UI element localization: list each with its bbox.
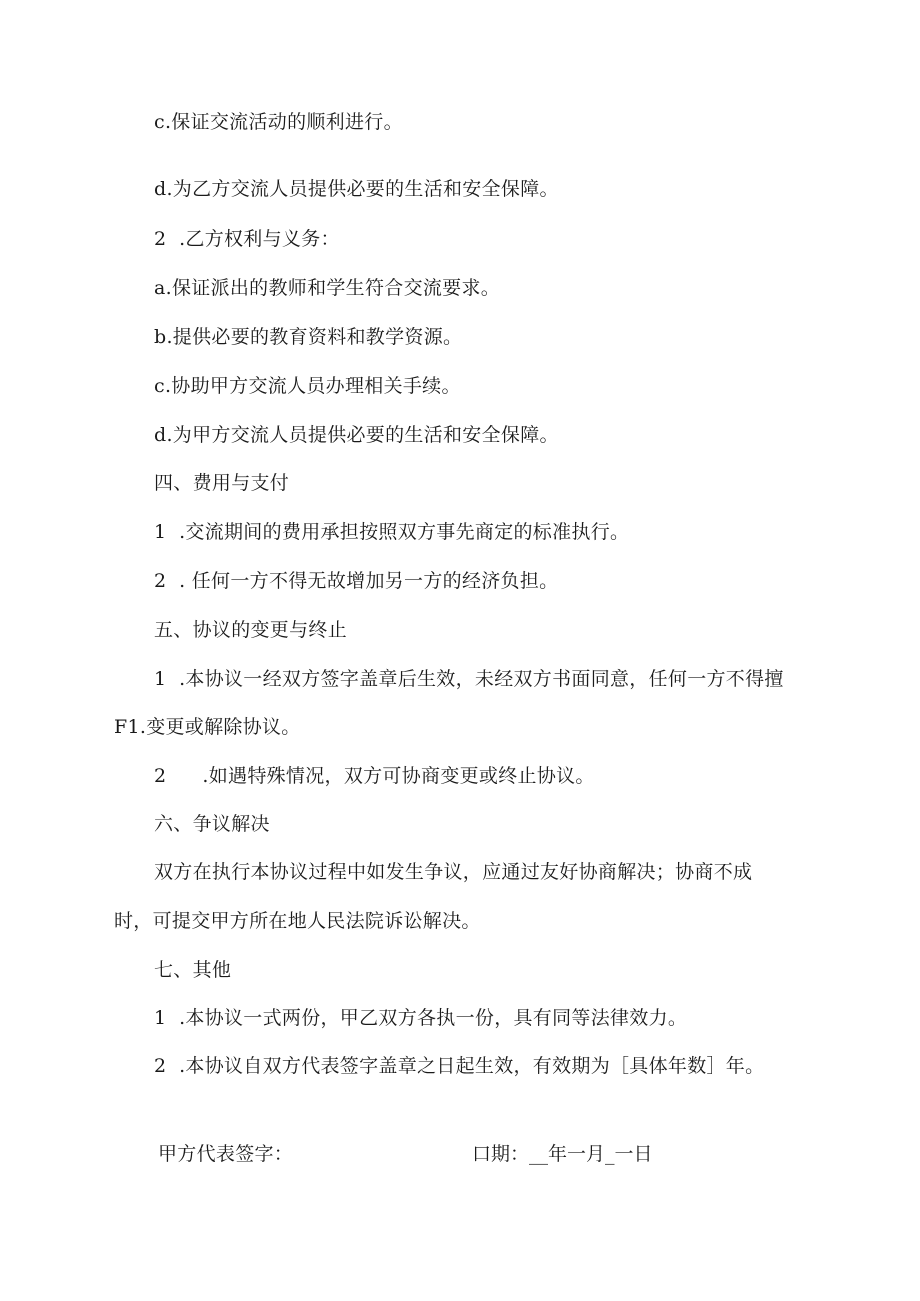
text-line [154,764,595,788]
section-heading: 五、协议的变更与终止 [154,619,348,641]
text-line: 时，可提交甲方所在地人民法院诉讼解决。 [114,910,481,932]
section-heading: 七、其他 [154,959,232,981]
signature-label: 甲方代表签字： [158,1143,294,1165]
text-line: c.保证交流活动的顺利进行。 [154,111,403,133]
text-line: d.为乙方交流人员提供必要的生活和安全保障。 [154,178,559,200]
text-line: 1 .本协议一经双方签字盖章后生效，未经双方书面同意，任何一方不得擅 [154,668,784,690]
text-line: a.保证派出的教师和学生符合交流要求。 [154,277,501,299]
text-line: 双方在执行本协议过程中如发生争议，应通过友好协商解决；协商不成 [154,861,753,883]
item-number: 2 [154,765,167,787]
text-line: 1 .交流期间的费用承担按照双方事先商定的标准执行。 [154,521,630,543]
text-line: 2 . 任何一方不得无故增加另一方的经济负担。 [154,570,559,592]
section-heading: 六、争议解决 [154,813,270,835]
text-line: 1 .本协议一式两份，甲乙双方各执一份，具有同等法律效力。 [154,1007,688,1029]
text-line: d.为甲方交流人员提供必要的生活和安全保障。 [154,424,559,446]
text-line: 2 .本协议自双方代表签字盖章之日起生效，有效期为［具体年数］年。 [154,1055,765,1077]
text-line: b.提供必要的教育资料和教学资源。 [154,326,463,348]
item-text: .如遇特殊情况，双方可协商变更或终止协议。 [202,765,595,787]
section-heading: 2 .乙方权利与义务： [154,228,340,250]
text-line: F1.变更或解除协议。 [114,716,301,738]
text-line: c.协助甲方交流人员办理相关手续。 [154,375,461,397]
signature-date: 口期：__年一月_一日 [472,1143,653,1165]
section-heading: 四、费用与支付 [154,472,290,494]
